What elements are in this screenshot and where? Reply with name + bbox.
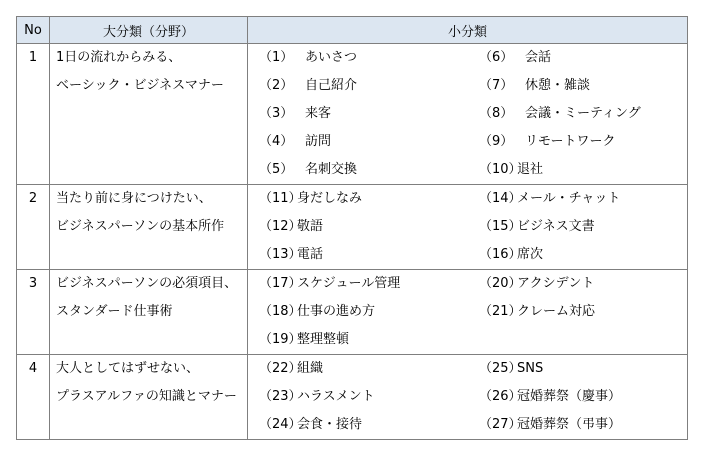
curriculum-table [16, 16, 688, 440]
category-line: スタンダード仕事術 [56, 304, 173, 319]
subcategory-number: （4） [259, 134, 294, 149]
table-body [17, 44, 688, 440]
category-line: 大人としてはずせない、 [56, 361, 200, 376]
subcategory-item [479, 185, 687, 213]
table-row [17, 185, 688, 270]
subcategory-label: ハラスメント [297, 389, 375, 404]
subcategory-item [259, 44, 479, 72]
row-number: 2 [28, 191, 38, 206]
subcategory-label: クレーム対応 [517, 304, 596, 319]
subcategory-number: （22） [259, 361, 302, 376]
subcategory-number: （9） [479, 134, 514, 149]
subcategory-label: 来客 [305, 106, 332, 121]
subcategory-cell [248, 355, 688, 440]
subcategory-label: 名刺交換 [305, 162, 358, 177]
subcategory-number: （5） [259, 162, 294, 177]
category-line: ベーシック・ビジネスマナー [56, 78, 224, 93]
subcategory-label: 冠婚葬祭（慶事） [517, 389, 622, 404]
subcategory-item [259, 185, 479, 213]
subcategory-grid [248, 270, 687, 354]
subcategory-label: 仕事の進め方 [297, 304, 376, 319]
category-cell [50, 44, 248, 185]
subcategory-cell [248, 44, 688, 185]
subcategory-number: （15） [479, 219, 522, 234]
subcategory-item [259, 326, 479, 354]
subcategory-label: SNS [517, 361, 544, 376]
subcategory-item [479, 270, 687, 298]
subcategory-item [479, 156, 687, 184]
subcategory-label: リモートワーク [525, 134, 616, 149]
subcategory-number: （17） [259, 276, 302, 291]
subcategory-number: （13） [259, 247, 302, 262]
subcategory-cell [248, 270, 688, 355]
subcategory-label: スケジュール管理 [297, 276, 401, 291]
subcategory-item [479, 128, 687, 156]
category-line: プラスアルファの知識とマナー [56, 389, 237, 404]
subcategory-number: （16） [479, 247, 522, 262]
subcategory-label: 席次 [517, 247, 544, 262]
subcategory-number: （25） [479, 361, 522, 376]
subcategory-number: （10） [479, 162, 522, 177]
subcategory-item [479, 411, 687, 439]
subcategory-label: 冠婚葬祭（弔事） [517, 417, 622, 432]
subcategory-item [259, 128, 479, 156]
table-row [17, 44, 688, 185]
subcategory-number: （7） [479, 78, 514, 93]
subcategory-number: （12） [259, 219, 302, 234]
subcategory-number: （26） [479, 389, 522, 404]
subcategory-item [479, 383, 687, 411]
subcategory-item [259, 72, 479, 100]
category-line: ビジネスパーソンの基本所作 [56, 219, 225, 234]
header-subcategory: 小分類 [248, 17, 688, 44]
category-cell [50, 270, 248, 355]
subcategory-label: 組織 [297, 361, 324, 376]
subcategory-label: ビジネス文書 [517, 219, 595, 234]
subcategory-item [479, 72, 687, 100]
subcategory-grid [248, 185, 687, 269]
subcategory-number: （27） [479, 417, 522, 432]
subcategory-item [479, 298, 687, 326]
row-number: 4 [28, 361, 38, 376]
subcategory-label: 整理整頓 [297, 332, 350, 347]
table-row [17, 270, 688, 355]
row-number-cell [17, 44, 50, 185]
subcategory-item [479, 44, 687, 72]
row-number-cell [17, 355, 50, 440]
category-line: 1日の流れからみる、 [56, 50, 182, 65]
category-cell [50, 355, 248, 440]
subcategory-item [259, 213, 479, 241]
subcategory-number: （19） [259, 332, 302, 347]
subcategory-label: 敬語 [297, 219, 324, 234]
subcategory-label: あいさつ [305, 50, 358, 65]
category-line: 当たり前に身につけたい、 [56, 191, 212, 206]
subcategory-number: （1） [259, 50, 294, 65]
subcategory-item [259, 241, 479, 269]
subcategory-item [259, 411, 479, 439]
header-category: 大分類（分野） [50, 17, 248, 44]
subcategory-number: （2） [259, 78, 294, 93]
subcategory-label: 身だしなみ [297, 191, 363, 206]
subcategory-number: （3） [259, 106, 294, 121]
subcategory-label: 訪問 [305, 134, 332, 149]
category-line: ビジネスパーソンの必須項目、 [56, 276, 238, 291]
subcategory-number: （14） [479, 191, 522, 206]
subcategory-cell [248, 185, 688, 270]
subcategory-label: メール・チャット [517, 191, 621, 206]
subcategory-label: 会話 [525, 50, 552, 65]
subcategory-item [479, 326, 687, 354]
category-cell [50, 185, 248, 270]
subcategory-number: （11） [259, 191, 302, 206]
subcategory-item [479, 241, 687, 269]
subcategory-number: （24） [259, 417, 302, 432]
subcategory-label: 会議・ミーティング [525, 106, 641, 121]
subcategory-item [259, 156, 479, 184]
subcategory-label: 退社 [517, 162, 544, 177]
subcategory-item [259, 383, 479, 411]
subcategory-item [479, 213, 687, 241]
subcategory-label: 電話 [297, 247, 324, 262]
subcategory-item [479, 355, 687, 383]
subcategory-label: 休憩・雑談 [525, 78, 591, 93]
subcategory-label: 会食・接待 [297, 417, 363, 432]
table-row [17, 355, 688, 440]
subcategory-label: 自己紹介 [305, 78, 358, 93]
header-no: No [17, 17, 50, 44]
subcategory-item [259, 355, 479, 383]
row-number-cell [17, 270, 50, 355]
subcategory-grid [248, 355, 687, 439]
row-number-cell [17, 185, 50, 270]
subcategory-number: （20） [479, 276, 522, 291]
header-row [17, 17, 688, 44]
subcategory-number: （23） [259, 389, 302, 404]
subcategory-item [259, 270, 479, 298]
subcategory-number: （6） [479, 50, 514, 65]
subcategory-item [479, 100, 687, 128]
subcategory-number: （21） [479, 304, 522, 319]
subcategory-number: （8） [479, 106, 514, 121]
subcategory-number: （18） [259, 304, 302, 319]
subcategory-item [259, 298, 479, 326]
row-number: 1 [28, 50, 38, 65]
subcategory-item [259, 100, 479, 128]
subcategory-grid [248, 44, 687, 184]
subcategory-label: アクシデント [517, 276, 595, 291]
row-number: 3 [28, 276, 38, 291]
